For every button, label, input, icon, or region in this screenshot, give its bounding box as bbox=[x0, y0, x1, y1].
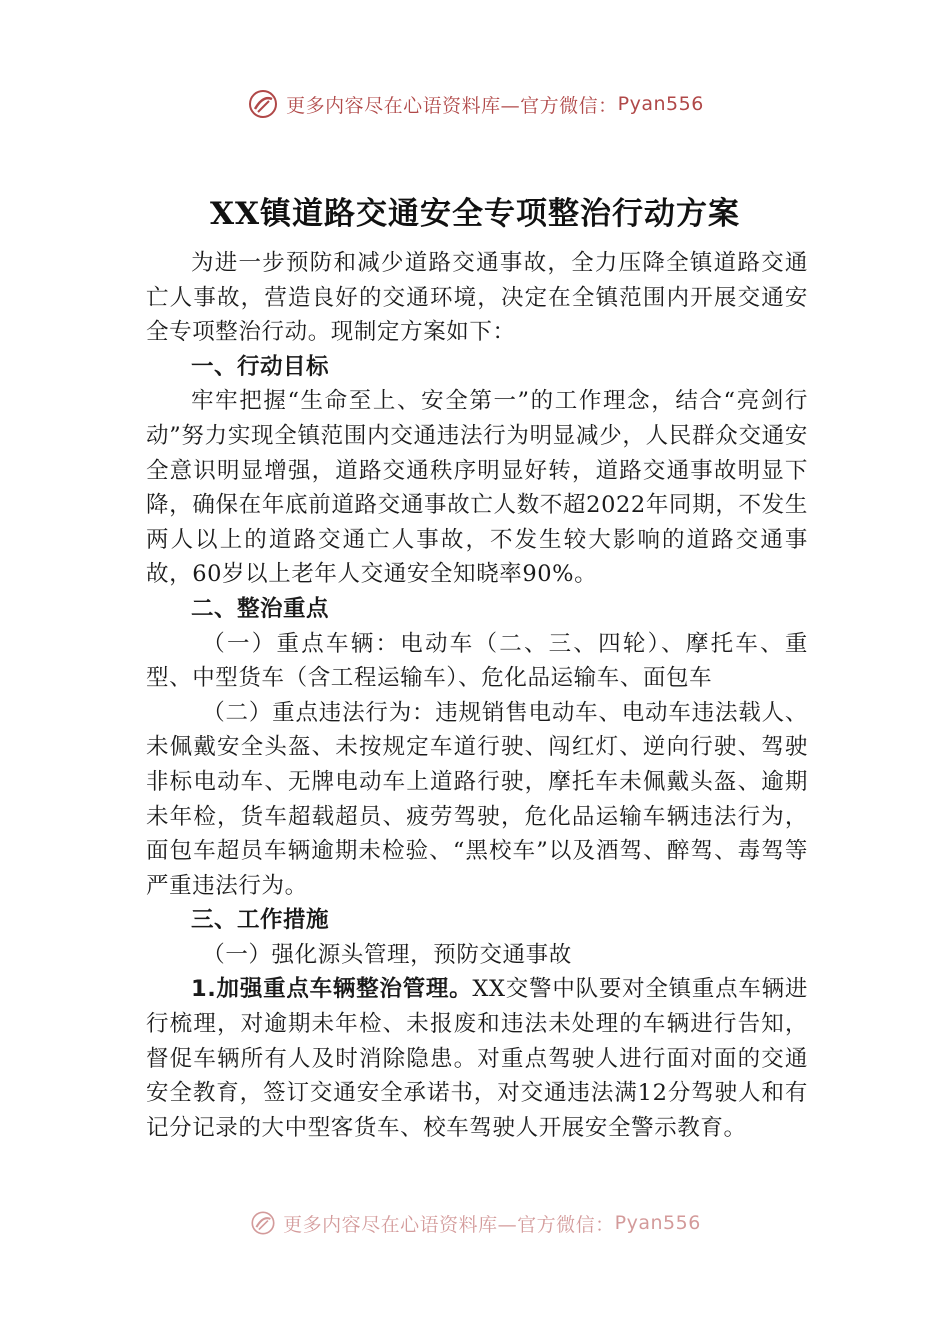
document-title: XX镇道路交通安全专项整治行动方案 bbox=[209, 196, 741, 232]
section-heading-goals: 一、行动目标 bbox=[191, 353, 330, 380]
watermark-footer bbox=[0, 1208, 950, 1238]
measures-point-1-lead: 1.加强重点车辆整治管理。 bbox=[191, 976, 473, 1003]
focus-item-violations: （二）重点违法行为：违规销售电动车、电动车违法载人、未佩戴安全头盔、未按规定车道行驶、闯红灯、逆向行驶、驾驶非标电动车、无牌电动车上道路行驶，摩托车未佩戴头盔、逾期未年检，货车超载超员、疲劳驾驶，危化品运输车辆违法行为，面包车超员车辆逾期未检验、“黑校车”以及酒驾、醉驾、毒驾等严重违法行为。 bbox=[146, 699, 808, 899]
watermark-wechat-id: Pyan556 bbox=[614, 1212, 701, 1234]
watermark-header bbox=[0, 84, 950, 124]
section-heading-focus: 二、整治重点 bbox=[191, 595, 330, 622]
watermark-wechat-id: Pyan556 bbox=[617, 93, 704, 115]
measures-point-1 bbox=[146, 972, 808, 1145]
section-heading-measures: 三、工作措施 bbox=[191, 907, 330, 934]
focus-item-vehicles: （一）重点车辆：电动车（二、三、四轮）、摩托车、重型、中型货车（含工程运输车）、危化品运输车、面包车 bbox=[146, 630, 808, 692]
intro-paragraph: 为进一步预防和减少道路交通事故，全力压降全镇道路交通亡人事故，营造良好的交通环境，决定在全镇范围内开展交通安全专项整治行动。现制定方案如下： bbox=[146, 250, 808, 346]
watermark-text: 更多内容尽在心语资料库—官方微信： bbox=[286, 94, 618, 117]
measures-point-1-body: XX交警中队要对全镇重点车辆进行梳理，对逾期未年检、未报废和违法未处理的车辆进行告知，督促车辆所有人及时消除隐患。对重点驾驶人进行面对面的交通安全教育，签订交通安全承诺书，对交通违法满12分驾驶人和有记分记录的大中型客货车、校车驾驶人开展安全警示教育。 bbox=[146, 976, 808, 1141]
document-body bbox=[146, 246, 808, 1145]
logo-icon bbox=[246, 87, 280, 121]
watermark-text: 更多内容尽在心语资料库—官方微信： bbox=[283, 1213, 615, 1236]
logo-icon bbox=[249, 1209, 277, 1237]
goals-paragraph: 牢牢把握“生命至上、安全第一”的工作理念，结合“亮剑行动”努力实现全镇范围内交通违法行为明显减少，人民群众交通安全意识明显增强，道路交通秩序明显好转，道路交通事故明显下降，确保在年底前道路交通事故亡人数不超2022年同期，不发生两人以上的道路交通亡人事故，不发生较大影响的道路交通事故，60岁以上老年人交通安全知晓率90%。 bbox=[146, 388, 808, 588]
measures-subheading-1: （一）强化源头管理，预防交通事故 bbox=[202, 941, 572, 968]
